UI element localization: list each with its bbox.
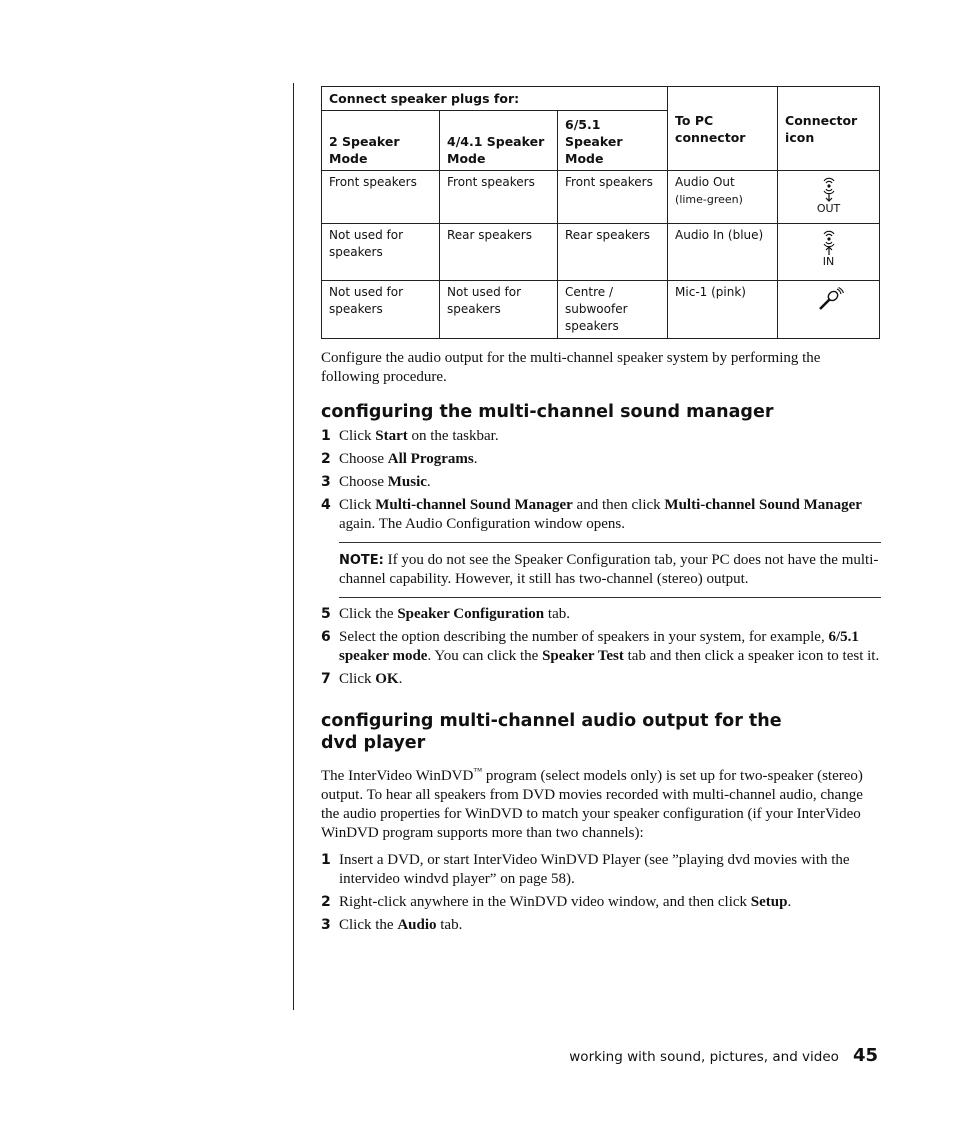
header-connector-icon: Connector icon xyxy=(778,87,880,171)
step-text: Select the option describing the number of speakers in your system, for example, xyxy=(339,629,829,645)
list-item xyxy=(321,851,881,889)
header-pc-connector: To PC connector xyxy=(668,87,778,171)
table-row xyxy=(322,224,880,281)
steps-list-dvd xyxy=(321,851,881,935)
step-text: Right-click anywhere in the WinDVD video window, and then click xyxy=(339,894,751,910)
table-cell xyxy=(778,224,880,281)
step-number: 5 xyxy=(321,606,331,622)
step-number: 2 xyxy=(321,451,331,467)
list-item xyxy=(321,473,881,492)
table-cell: Front speakers xyxy=(558,171,668,224)
table-cell xyxy=(778,171,880,224)
header-6-speaker: 6/5.1 Speaker Mode xyxy=(558,111,668,171)
table-cell: Not used for speakers xyxy=(322,281,440,339)
ui-term: Multi-channel Sound Manager xyxy=(375,497,573,513)
paragraph-text: program (select models only) is set up for two-speaker (stereo) output. To hear all speakers from DVD movies recorded with multi-channel audio, change the audio properties for WinDVD to match your speaker configuration (if your InterVideo WinDVD program supports more than two channels): xyxy=(321,768,863,841)
microphone-icon xyxy=(785,287,872,313)
page-number: 45 xyxy=(852,1045,878,1066)
icon-label: IN xyxy=(822,255,835,268)
ui-term: Music xyxy=(387,474,427,490)
audio-in-icon xyxy=(785,230,872,256)
step-text: Click xyxy=(339,497,376,513)
step-number: 3 xyxy=(321,474,331,490)
section-heading-sound-manager: configuring the multi-channel sound manager xyxy=(321,402,774,422)
table-group-header: Connect speaker plugs for: xyxy=(322,87,668,111)
intro-paragraph: Configure the audio output for the multi-channel speaker system by performing the following procedure. xyxy=(321,350,821,385)
step-text: . xyxy=(426,474,431,490)
ui-term: Speaker Configuration xyxy=(397,606,545,622)
step-text: Click xyxy=(339,428,376,444)
list-item xyxy=(321,450,881,469)
step-text: Click the xyxy=(339,917,398,933)
heading-line: configuring multi-channel audio output for the xyxy=(321,711,782,731)
table-cell: Front speakers xyxy=(322,171,440,224)
step-text: Insert a DVD, or start InterVideo WinDVD Player (see ”playing dvd movies with the intervideo windvd player” on page 58). xyxy=(339,852,850,887)
audio-out-icon xyxy=(785,177,872,203)
step-text: . xyxy=(787,894,792,910)
table-row xyxy=(322,171,880,224)
list-item xyxy=(321,670,881,689)
ui-term: Start xyxy=(375,428,408,444)
list-item xyxy=(321,893,881,912)
step-text: . You can click the xyxy=(427,648,543,664)
step-text: on the taskbar. xyxy=(407,428,499,444)
table-cell xyxy=(668,171,778,224)
step-text: tab. xyxy=(544,606,570,622)
table-cell: Audio In (blue) xyxy=(668,224,778,281)
table-cell: Front speakers xyxy=(440,171,558,224)
note-label: NOTE: xyxy=(339,553,384,568)
section-heading-dvd-audio xyxy=(321,710,881,754)
step-text: . xyxy=(473,451,478,467)
step-text: tab. xyxy=(436,917,463,933)
step-text: tab and then click a speaker icon to test it. xyxy=(623,648,880,664)
step-number: 6 xyxy=(321,629,331,645)
step-number: 4 xyxy=(321,497,331,513)
header-2-speaker: 2 Speaker Mode xyxy=(322,111,440,171)
step-number: 3 xyxy=(321,917,331,933)
table-cell: Centre / subwoofer speakers xyxy=(558,281,668,339)
table-row xyxy=(322,281,880,339)
step-text: Choose xyxy=(339,451,388,467)
icon-label: OUT xyxy=(816,202,841,215)
step-number: 2 xyxy=(321,894,331,910)
connector-color: (lime-green) xyxy=(675,193,743,206)
table-cell: Rear speakers xyxy=(440,224,558,281)
ui-term: Audio xyxy=(397,917,437,933)
header-4-speaker: 4/4.1 Speaker Mode xyxy=(440,111,558,171)
ui-term: Multi-channel Sound Manager xyxy=(664,497,862,513)
list-item xyxy=(321,605,881,624)
step-text: Click xyxy=(339,671,376,687)
step-text: . xyxy=(398,671,403,687)
step-text: and then click xyxy=(572,497,665,513)
list-item xyxy=(321,496,881,534)
list-item xyxy=(321,427,881,446)
page-content xyxy=(321,86,881,935)
ui-term: Setup xyxy=(750,894,788,910)
dvd-intro-paragraph xyxy=(321,762,881,843)
ui-term: All Programs xyxy=(387,451,474,467)
note-box xyxy=(339,542,881,598)
list-item xyxy=(321,916,881,935)
step-number: 1 xyxy=(321,428,331,444)
note-text: If you do not see the Speaker Configuration tab, your PC does not have the multi-channel capability. However, it still has two-channel (stereo) output. xyxy=(339,552,879,587)
table-cell xyxy=(778,281,880,339)
ui-term: 6/5.1 speaker mode xyxy=(339,629,859,664)
margin-rule xyxy=(293,83,294,1010)
ui-term: OK xyxy=(375,671,399,687)
table-cell: Not used for speakers xyxy=(440,281,558,339)
step-number: 7 xyxy=(321,671,331,687)
connector-name: Audio Out xyxy=(675,175,735,189)
heading-line: dvd player xyxy=(321,733,426,753)
table-cell: Not used for speakers xyxy=(322,224,440,281)
paragraph-text: The InterVideo WinDVD xyxy=(321,768,474,784)
step-text: again. The Audio Configuration window opens. xyxy=(339,516,625,532)
steps-list-sound-manager xyxy=(321,427,881,689)
step-text: Click the xyxy=(339,606,398,622)
trademark-symbol: ™ xyxy=(473,766,483,776)
table-cell: Rear speakers xyxy=(558,224,668,281)
page-footer xyxy=(569,1045,878,1066)
table-cell: Mic-1 (pink) xyxy=(668,281,778,339)
list-item xyxy=(321,628,881,666)
ui-term: Speaker Test xyxy=(542,648,624,664)
footer-chapter-title: working with sound, pictures, and video xyxy=(569,1049,839,1065)
step-number: 1 xyxy=(321,852,331,868)
step-text: Choose xyxy=(339,474,388,490)
speaker-connection-table xyxy=(321,86,880,339)
